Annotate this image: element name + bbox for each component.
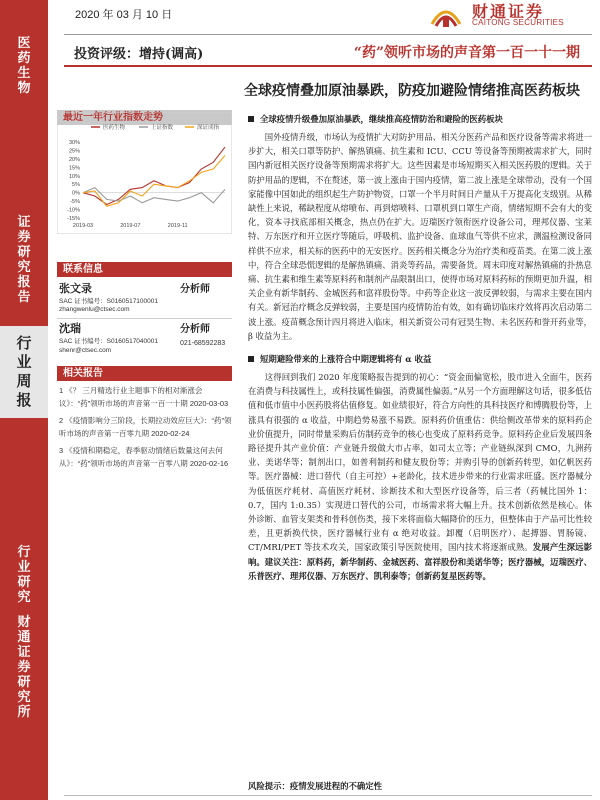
strip-char: 周 xyxy=(16,372,32,390)
contact-divider xyxy=(57,318,232,319)
strip-industry-research xyxy=(0,545,48,605)
contact-email[interactable]: shenr@ctsec.com xyxy=(59,347,112,354)
y-tick-label: -15% xyxy=(67,216,80,222)
related-report-item[interactable]: 2 《疫情影响分三阶段，长期拉动效应巨大》：“药”领听市场的声音第一百零九期 2020-02-24 xyxy=(59,416,232,438)
related-report-item[interactable]: 3 《疫情和期稳定，春季驱动情绪后数量这何去何从》：“药”领听市场的声音第一百零八期 2020-02-16 xyxy=(59,446,229,468)
legend-label: 上证指数 xyxy=(151,125,174,131)
index-trend-chart xyxy=(57,112,232,234)
recommendation-text: 发展产生深远影响。建议关注：原料药，新华制药、金城医药、富祥股份和美诺华等；医疗器械，迈瑞医疗、乐普医疗、理邦仪器、万东医疗、凯利泰等；创新药复星医药等。 xyxy=(248,542,592,581)
section-heading: 短期避险带来的上涨符合中期逻辑将有 α 收益 xyxy=(248,352,592,366)
strip-char: 报 xyxy=(17,275,31,290)
strip-char: 券 xyxy=(17,230,31,245)
series-line xyxy=(83,147,225,204)
company-logo xyxy=(428,2,598,34)
related-reports-list xyxy=(57,384,232,474)
strip-char: 业 xyxy=(17,560,31,575)
contacts-section-head xyxy=(57,262,232,277)
series-line xyxy=(83,188,225,203)
contact-role: 分析师 xyxy=(180,324,210,335)
strip-char: 证 xyxy=(17,645,31,660)
contact-card xyxy=(57,320,232,360)
strip-char: 研 xyxy=(17,575,31,590)
strip-char: 医 xyxy=(17,36,31,51)
contact-phone: 021-68592283 xyxy=(180,340,226,347)
series-title: “药”领听市场的声音第一百一十一期 xyxy=(353,45,580,61)
y-tick-label: 10% xyxy=(68,173,80,180)
y-tick-label: -10% xyxy=(67,207,80,214)
reports-section-head xyxy=(57,366,232,381)
main-content xyxy=(248,112,592,583)
contact-name: 张文录 xyxy=(59,283,92,295)
contact-card xyxy=(57,280,232,320)
strip-char: 业 xyxy=(16,353,32,371)
section-body-text: 这得回到我们 2020 年度策略报告提到的初心：“资金面偏宽松，股市进入全面牛，医药在消费与科技属性上，或科技属性偏强，消费属性偏弱。”从另一个方面理解这句话，很多低估值和低市值中小医药股将估值修复。如业绩很好，符合方向性的具科技医疗和博腾股份等，上涨具有很强的 α 收益，中期趋势易涨不易跌。原料药价值重估：供给侧改革带来的原料药企业价值提升，同时带量采购后仿制药竞争的核心也变成了原料药竞争。原料药企业后发展四条路径提升其产业价值：产业链升级做大市占率，如司太立等；产业链纵深到 CMO，九洲药业、美诺华等；制剂出口，如普利制药和健友股份等；并购引导的创新药转型，如亿帆医药等。医疗器械：进口替代（自主可控）+老龄化，技术进步带来的行业需求旺盛。医疗器械分为低值医疗耗材、高值医疗耗材、诊断技术和大型医疗设备等，后三者（药械比国外 1：0.7，国内 1:0.35）实现进口替代的公司，市场需求将大幅上升。技术创新依然是核心。体外诊断、血管支架类和骨科创伤类，接下来将面临大幅降价的压力，但整体由于产品可比性较差，且更新换代快，医疗器械行业有 α 绝对收益。卸覆（启明医疗）、起搏器、胃肠镜、CT/MRI/PET 等技术攻关，国家政策引导医院使用，国内技术将逐渐成熟。 xyxy=(248,372,592,553)
strip-report-type xyxy=(0,215,48,305)
strip-char: 财 xyxy=(17,615,31,630)
strip-char: 行 xyxy=(17,545,31,560)
strip-char: 究 xyxy=(17,590,31,605)
strip-char: 告 xyxy=(17,290,31,305)
report-date: 2020 年 03 月 10 日 xyxy=(75,9,173,21)
contact-cert: SAC 证书编号：S0160517100001 xyxy=(59,298,159,305)
section-body: 国外疫情升级，市场认为疫情扩大对防护用品、相关分医药产品和医疗设备等需求将进一步扩大，相关口罩等防护、解热镇痛、抗生素和 ICU、CCU 等设备等预期被需求扩大，同时国内新冠相关医疗设备等预期需求将扩大。这些因素是市场短期买入相关医药股的逻辑。关于防护用品的逻辑，不在赘述，第一波上涨由于国内疫情，第二波上涨是全球带动，没有一个国家能像中国如此的组织起生产防护物资，口罩一个半月时间日产量从千万提高化支级别。从稀缺性上来说，稀缺程度从熔喷布、再到熔喷料、口罩机到口罩生产商，情绪短期不会有大的变化，资本寻找底部相关概念，热点仍在扩大。迈瑞医疗领衔医疗设备公司，理邦仪器、宝莱特、万东医疗和开立医疗等随后，呼吸机、监护设备、血球血气等供不应求，测温检测设备同样供不应求，相关标的医药中的无安医疗。医药相关概念分为治疗类和疫苗类。在第二波上涨中，符合全球恐慌逻辑的是解热镇痛、消炎等药品，需要备货。周末印度对解热镇痛的扑热息痛、抗生素和维生素等原料药和制剂产品限制出口，使得市场对原料药标的预期更加升温，相关企业有新华制药、金城医药和富祥股份等。中药等企业这一波反弹较弱，与需求主要在国内有关。新冠治疗概念反弹较弱，主要是国内疫情防治有效，如有确切临床疗效将再次启动第二波上涨。疫苗概念预计四月将进入临床，相关新资公司有冠昊生物、未名医药和誉开药业等，β 收益为主。 xyxy=(248,132,592,341)
x-tick-label: 2019-11 xyxy=(167,223,188,229)
footer-divider xyxy=(64,795,592,796)
y-tick-label: 15% xyxy=(68,165,80,172)
logo-english-name: CAITONG SECURITIES xyxy=(472,18,564,27)
y-tick-label: 5% xyxy=(72,182,80,189)
risk-warning: 风险提示：疫情发展进程的不确定性 xyxy=(248,781,382,791)
legend-label: 医药生物 xyxy=(103,125,126,131)
strip-char: 所 xyxy=(17,705,31,720)
contact-name: 沈瑞 xyxy=(59,323,81,335)
strip-char: 生 xyxy=(17,66,31,81)
y-tick-label: 30% xyxy=(68,140,80,146)
strip-char: 行 xyxy=(16,334,32,352)
report-headline: 全球疫情叠加原油暴跌，防疫加避险情绪推高医药板块 xyxy=(244,83,580,99)
contacts-list xyxy=(57,280,232,360)
chart-title: 最近一年行业指数走势 xyxy=(57,110,232,125)
contacts-title: 联系信息 xyxy=(57,262,232,277)
strip-brand xyxy=(0,615,48,720)
strip-char: 物 xyxy=(17,81,31,96)
strip-char: 通 xyxy=(17,630,31,645)
section-heading: 全球疫情升级叠加原油暴跌，继续推高疫情防治和避险的医药板块 xyxy=(248,112,592,126)
strip-char: 研 xyxy=(17,675,31,690)
logo-emblem-icon xyxy=(428,4,464,30)
header-divider xyxy=(64,34,592,35)
strip-char: 研 xyxy=(17,245,31,260)
y-tick-label: 0% xyxy=(72,190,80,197)
strip-char: 究 xyxy=(17,690,31,705)
strip-weekly-block xyxy=(0,326,48,418)
x-tick-label: 2019-03 xyxy=(72,223,94,229)
legend-label: 深证成指 xyxy=(197,125,220,131)
y-tick-label: -5% xyxy=(70,199,80,206)
reports-title: 相关报告 xyxy=(57,366,232,381)
x-tick-label: 2019-07 xyxy=(120,223,141,229)
strip-char: 券 xyxy=(17,660,31,675)
strip-char: 药 xyxy=(17,51,31,66)
y-tick-label: 25% xyxy=(68,148,80,155)
contact-email[interactable]: zhangwenlu@ctsec.com xyxy=(59,306,130,313)
y-tick-label: 20% xyxy=(68,156,80,163)
strip-char: 证 xyxy=(17,215,31,230)
contact-role: 分析师 xyxy=(180,284,210,295)
related-report-item[interactable]: 1 《？ 三月精选行业主题事下的相对渐涨会议》：“药”领听市场的声音第一百一十期 2020-03-03 xyxy=(59,386,229,408)
strip-weekly xyxy=(0,334,48,410)
logo-chinese-name: 财通证券 xyxy=(472,4,545,21)
strip-char: 究 xyxy=(17,260,31,275)
section-body xyxy=(248,370,592,583)
contact-cert: SAC 证书编号：S0160517040001 xyxy=(59,338,159,345)
title-divider xyxy=(64,65,592,67)
left-strip xyxy=(0,0,48,800)
strip-char: 报 xyxy=(16,391,32,409)
investment-rating: 投资评级：增持(调高) xyxy=(74,47,204,62)
strip-industry xyxy=(0,36,48,96)
